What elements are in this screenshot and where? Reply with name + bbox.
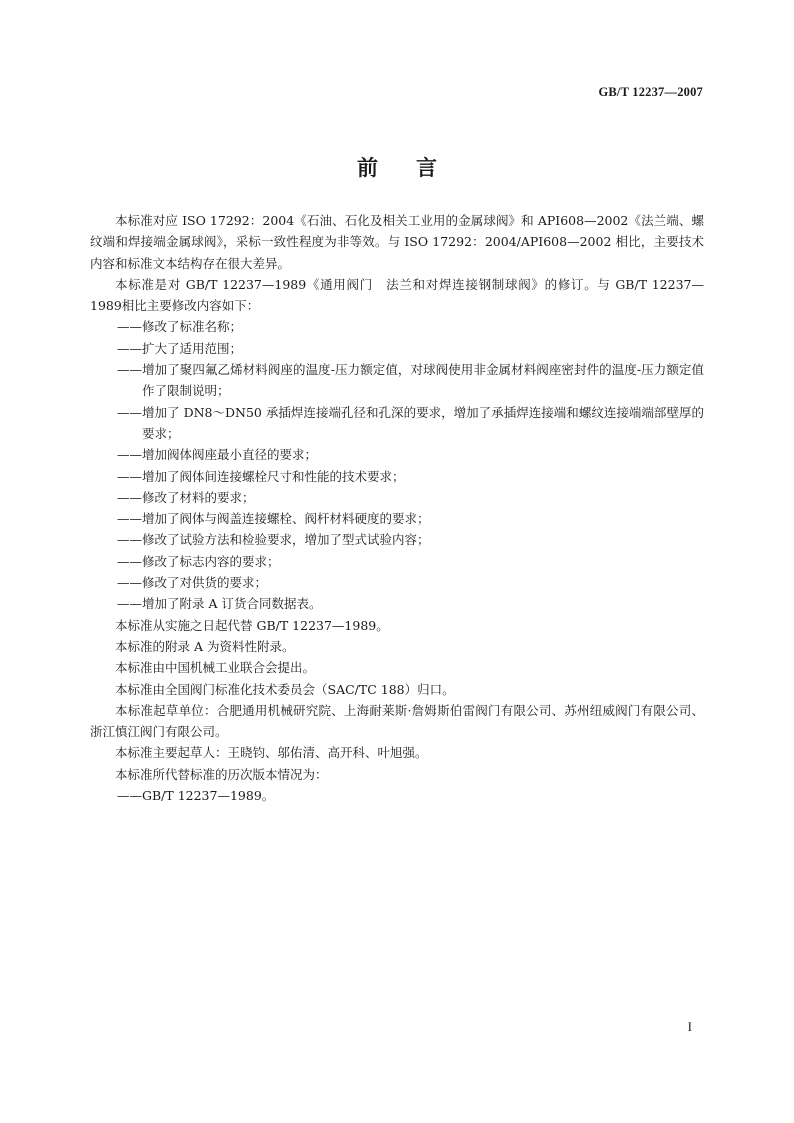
history-intro-paragraph: 本标准所代替标准的历次版本情况为： bbox=[115, 766, 328, 782]
revision-paragraph: 本标准是对 GB/T 12237—1989《通用阀门 法兰和对焊连接钢制球阀》的修订。与 GB/T 12237—1989相比主要修改内容如下： bbox=[90, 276, 704, 314]
change-item: ——增加了附录 A 订货合同数据表。 bbox=[117, 596, 322, 612]
page-title: 前言 bbox=[357, 155, 475, 180]
annex-paragraph: 本标准的附录 A 为资料性附录。 bbox=[115, 638, 295, 654]
change-item: ——增加阀体阀座最小直径的要求； bbox=[117, 447, 318, 463]
change-item: ——修改了标志内容的要求； bbox=[117, 553, 280, 569]
page-number: I bbox=[687, 1019, 692, 1034]
document-body bbox=[90, 210, 704, 806]
change-item: ——修改了试验方法和检验要求，增加了型式试验内容； bbox=[117, 532, 430, 548]
change-item: ——增加了 DN8～DN50 承插焊连接端孔径和孔深的要求，增加了承插焊连接端和螺纹连接端端部壁厚的要求； bbox=[117, 404, 704, 441]
change-item: ——增加了阀体间连接螺栓尺寸和性能的技术要求； bbox=[117, 468, 405, 484]
change-item: ——增加了阀体与阀盖连接螺栓、阀杆材料硬度的要求； bbox=[117, 511, 430, 527]
committee-paragraph: 本标准由全国阀门标准化技术委员会（SAC/TC 188）归口。 bbox=[115, 681, 455, 697]
change-item: ——修改了对供货的要求； bbox=[117, 575, 268, 591]
proposer-paragraph: 本标准由中国机械工业联合会提出。 bbox=[115, 660, 316, 676]
intro-paragraph: 本标准对应 ISO 17292：2004《石油、石化及相关工业用的金属球阀》和 API608—2002《法兰端、螺纹端和焊接端金属球阀》，采标一致性程度为非等效。与 ISO 17292：2004/API608—2002 相比，主要技术内容和标准文本结构存在很大差异。 bbox=[90, 213, 704, 271]
history-item: ——GB/T 12237—1989。 bbox=[117, 788, 275, 804]
change-item: ——修改了材料的要求； bbox=[117, 489, 255, 505]
change-item: ——修改了标准名称； bbox=[117, 319, 243, 335]
change-item: ——增加了聚四氟乙烯材料阀座的温度-压力额定值，对球阀使用非金属材料阀座密封件的温度-压力额定值作了限制说明； bbox=[117, 362, 704, 399]
standard-number: GB/T 12237—2007 bbox=[598, 85, 703, 99]
change-item: ——扩大了适用范围； bbox=[117, 340, 243, 356]
replacement-paragraph: 本标准从实施之日起代替 GB/T 12237—1989。 bbox=[115, 617, 389, 633]
drafters-paragraph: 本标准主要起草人：王晓钧、邬佑清、高开科、叶旭强。 bbox=[115, 745, 428, 761]
drafting-units-paragraph: 本标准起草单位：合肥通用机械研究院、上海耐莱斯·詹姆斯伯雷阀门有限公司、苏州纽威阀门有限公司、浙江慎江阀门有限公司。 bbox=[90, 702, 704, 740]
